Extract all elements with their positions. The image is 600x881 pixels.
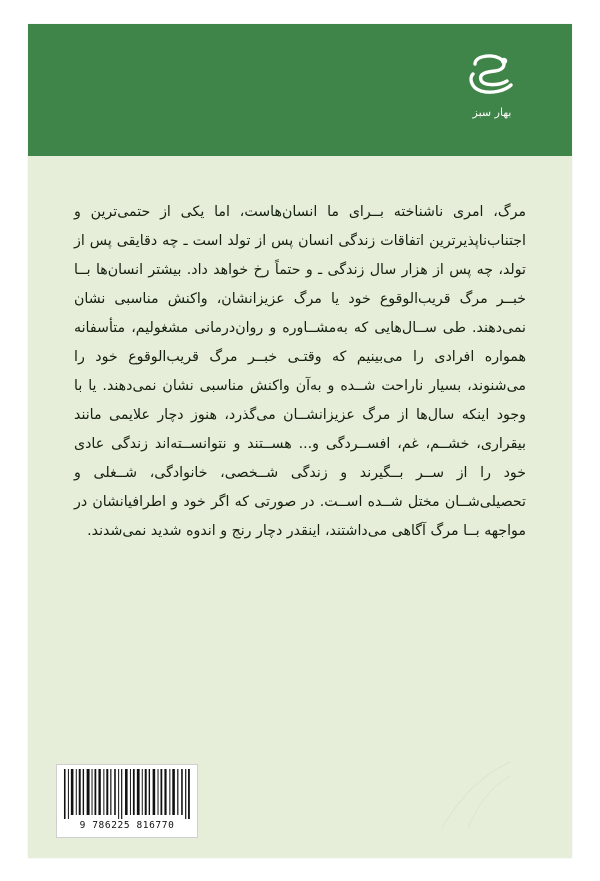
publisher-logo: [446, 48, 538, 136]
barcode-icon: [62, 769, 192, 819]
publisher-emblem-icon: [461, 48, 523, 104]
cover-body-area: [28, 156, 572, 858]
back-cover-blurb: مرگ، امری ناشناخته بــرای ما انسان‌هاست، اما یکی از حتمی‌ترین و اجتناب‌ناپذیرترین اتفاقات زندگی انسان پس از تولد است ـ چه دقایقی پس از تولد، چه پس از هزار سال زندگی ـ و حتماً رخ خواهد داد. بیشتر انسان‌ها بــا خبــر مرگ قریب‌الوقوع خود یا مرگ عزیزانشان، واکنش مناسبی نشان نمی‌دهند. طی ســال‌هایی که به‌مشــاوره و روان‌درمانی مشغولیم، متأسفانه همواره افرادی را می‌بینیم که وقتـی خبــر مرگ قریب‌الوقوع خود را می‌شنوند، بسیار ناراحت شــده و به‌آن واکنش مناسبی نشان نمی‌دهند. یا با وجود اینکه سال‌ها از مرگ عزیزانشــان می‌گذرد، هنوز دچار علایمی مانند بیقراری، خشــم، غم، افســردگی و... هســتند و نتوانســته‌اند زندگی عادی خود را از ســر بــگیرند و زندگی شــخصی، خانوادگی، شــغلی و تحصیلی‌شــان مختل شــده اســت. در صورتی که اگر خود و اطرافیانشان در مواجهه بــا مرگ آگاهی می‌داشتند، اینقدر دچار رنج و اندوه شدید نمی‌شدند.: [74, 204, 526, 540]
barcode: [56, 764, 198, 838]
cover-sheet: [28, 24, 572, 858]
top-green-band: [28, 24, 572, 156]
paper-crease-lines: [392, 760, 512, 830]
publisher-name: بهار سبز: [472, 106, 512, 119]
barcode-number: 9 786225 816770: [79, 820, 175, 831]
